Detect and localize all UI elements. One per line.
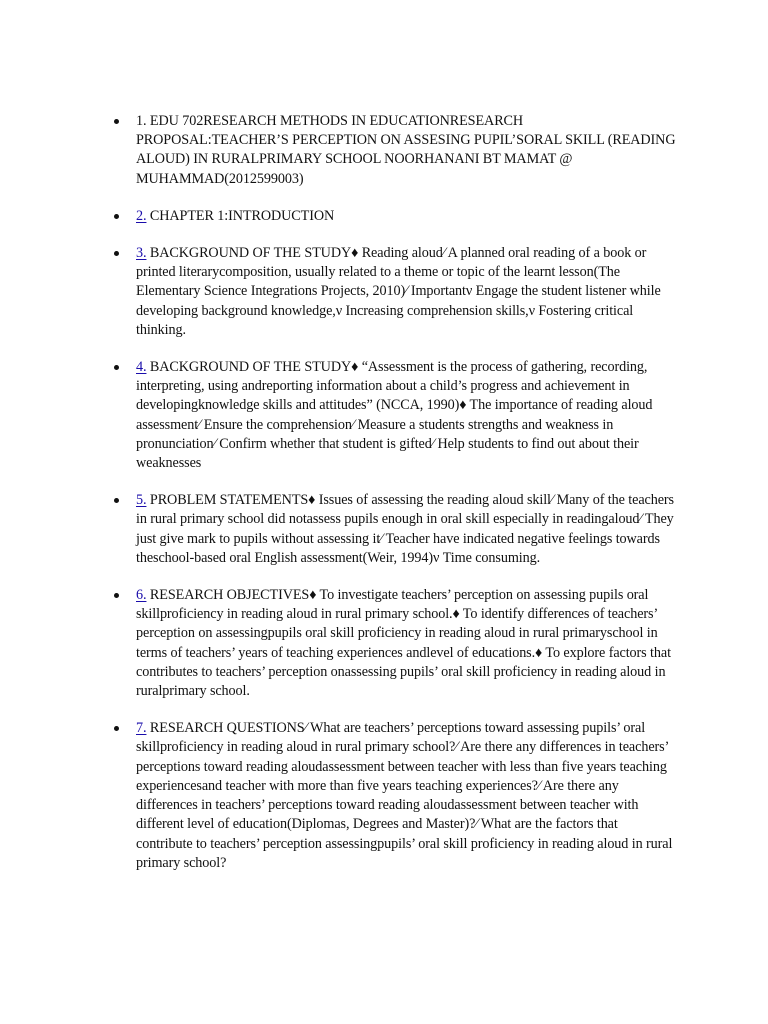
slide-link[interactable]: 2. xyxy=(136,207,147,224)
item-text: EDU 702RESEARCH METHODS IN EDUCATIONRESEARCH PROPOSAL:TEACHER’S PERCEPTION ON ASSESING PUPIL’SORAL SKILL (READING ALOUD) IN RURALPRIMARY SCHOOL NOORHANANI BT MAMAT @ MUHAMMAD(2012599003) xyxy=(136,113,676,187)
slide-link[interactable]: 4. xyxy=(136,359,147,376)
item-text: BACKGROUND OF THE STUDY♦ Reading aloud⁄ A planned oral reading of a book or printed literarycomposition, usually related to a theme or topic of the learnt lesson(The Elementary Science Integrations Projects, 2010)⁄ Importantν Engage the student listener while developing background knowledge,ν Increasing comprehension skills,ν Fostering critical thinking. xyxy=(136,245,661,338)
item-text: PROBLEM STATEMENTS♦ Issues of assessing the reading aloud skill⁄ Many of the teachers in rural primary school did notassess pupils enough in oral skill especially in readingaloud⁄ They just give mark to pupils without assessing it⁄ Teacher have indicated negative feelings towards theschool-based oral English assessment(Weir, 1994)ν Time consuming. xyxy=(136,492,674,566)
item-text: CHAPTER 1:INTRODUCTION xyxy=(149,207,335,224)
slide-link[interactable]: 7. xyxy=(136,720,147,737)
item-text: RESEARCH OBJECTIVES♦ To investigate teachers’ perception on assessing pupils oral skillproficiency in reading aloud in rural primary school.♦ To identify differences of teachers’ perception on assessingpupils oral skill proficiency in reading aloud in rural primaryschool in terms of teachers’ years of teaching experiences andlevel of educations.♦ To explore factors that contributes to teachers’ perception onassessing pupils’ oral skill proficiency in reading aloud in ruralprimary school. xyxy=(136,587,671,700)
list-item xyxy=(136,358,676,473)
item-text: RESEARCH QUESTIONS⁄ What are teachers’ perceptions toward assessing pupils’ oral skillproficiency in reading aloud in rural primary school?⁄ Are there any differences in teachers’ perceptions toward reading aloudassessment between teacher with less than five years teaching experiencesand teacher with more than five years teaching experiences?⁄ Are there any differences in teachers’ perceptions toward reading aloudassessment between teacher with different level of education(Diplomas, Degrees and Master)?⁄ What are the factors that contribute to teachers’ perception assessingpupils’ oral skill proficiency in reading aloud in rural primary school? xyxy=(136,720,673,871)
list-item xyxy=(136,207,676,226)
slide-text-list xyxy=(136,112,676,891)
item-number: 1. xyxy=(136,113,147,129)
list-item xyxy=(136,112,676,189)
list-item xyxy=(136,586,676,701)
list-item xyxy=(136,244,676,340)
slide-link[interactable]: 3. xyxy=(136,245,147,262)
list-item xyxy=(136,491,676,568)
slide-link[interactable]: 6. xyxy=(136,587,147,604)
list-item xyxy=(136,719,676,873)
slide-link[interactable]: 5. xyxy=(136,492,147,509)
item-text: BACKGROUND OF THE STUDY♦ “Assessment is the process of gathering, recording, interpreting, using andreporting information about a child’s progress and achievement in developingknowledge skills and attitudes” (NCCA, 1990)♦ The importance of reading aloud assessment⁄ Ensure the comprehension⁄ Measure a students strengths and weakness in pronunciation⁄ Confirm whether that student is gifted⁄ Help students to find out about their weaknesses xyxy=(136,359,653,472)
